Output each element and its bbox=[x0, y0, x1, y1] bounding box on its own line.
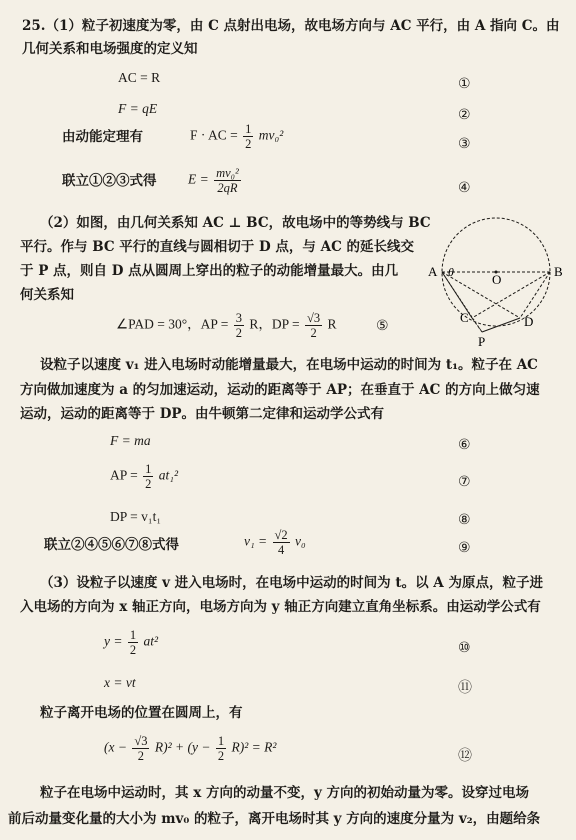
label-B: B bbox=[554, 264, 563, 279]
eq-number-5: ⑤ bbox=[376, 318, 389, 334]
eq9-fraction bbox=[273, 528, 290, 557]
eq-number-12: ⑫ bbox=[458, 748, 472, 764]
eq5-part-b: R，DP = bbox=[249, 316, 300, 332]
eq12-fraction-1 bbox=[132, 734, 149, 763]
p4-line3: 粒子离开电场的位置在圆周上，有 bbox=[40, 705, 243, 721]
eq-number-1: ① bbox=[458, 76, 471, 92]
eq4-fraction bbox=[214, 166, 241, 195]
eq7-lhs: AP = bbox=[110, 467, 138, 483]
eq4-num: mv₀² bbox=[216, 166, 239, 180]
eq9-den: 4 bbox=[277, 543, 285, 557]
eq-number-8: ⑧ bbox=[458, 512, 471, 528]
eq12-part-a: (x − bbox=[104, 739, 127, 755]
eq9 bbox=[244, 528, 306, 557]
eq4-lhs: E = bbox=[188, 171, 209, 187]
eq3-lhs: F · AC = bbox=[190, 127, 238, 143]
eq12-den1: 2 bbox=[137, 749, 145, 763]
eq-number-10: ⑩ bbox=[458, 640, 471, 656]
eq3-label: 由动能定理有 bbox=[62, 129, 143, 145]
eq10-den: 2 bbox=[129, 643, 137, 657]
eq7-den: 2 bbox=[145, 477, 152, 491]
eq5-num2: √3 bbox=[307, 311, 321, 325]
eq-number-11: ⑪ bbox=[458, 680, 472, 696]
eq5-den2: 2 bbox=[310, 326, 317, 340]
p4-line5: 前后动量变化量的大小为 mv₀ 的粒子，离开电场时其 y 方向的速度分量为 v₂，由题给条 bbox=[8, 811, 541, 827]
eq10 bbox=[104, 628, 158, 657]
eq7 bbox=[110, 462, 178, 491]
eq9-rhs: v₀ bbox=[295, 533, 306, 549]
label-O: O bbox=[492, 272, 502, 287]
eq4-label: 联立①②③式得 bbox=[62, 173, 157, 189]
eq5-part-a: ∠PAD = 30°，AP = bbox=[116, 316, 229, 332]
eq9-label: 联立②④⑤⑥⑦⑧式得 bbox=[44, 537, 179, 553]
eq5-part-c: R bbox=[327, 316, 337, 332]
eq8: DP = v₁t₁ bbox=[110, 509, 162, 524]
eq12-fraction-2 bbox=[216, 734, 226, 763]
eq3-den: 2 bbox=[245, 137, 252, 151]
eq3-fraction bbox=[243, 122, 253, 151]
eq12-num1: √3 bbox=[134, 734, 148, 748]
p2-line3: 于 P 点，则自 D 点从圆周上穿出的粒子的动能增量最大。由几 bbox=[20, 263, 399, 279]
p2-line1: （2）如图，由几何关系知 AC ⊥ BC，故电场中的等势线与 BC bbox=[40, 215, 431, 231]
eq9-lhs: v₁ = bbox=[244, 533, 268, 549]
geometry-figure bbox=[426, 214, 572, 350]
eq10-lhs: y = bbox=[104, 633, 123, 649]
eq9-num: √2 bbox=[274, 528, 288, 542]
eq4-den: 2qR bbox=[217, 181, 238, 195]
eq-number-6: ⑥ bbox=[458, 437, 471, 453]
eq6: F = ma bbox=[110, 433, 151, 448]
eq7-num: 1 bbox=[145, 462, 152, 476]
p3-line1: 设粒子以速度 v₁ 进入电场时动能增量最大，在电场中运动的时间为 t₁。粒子在 AC bbox=[40, 357, 538, 373]
p4-line1: （3）设粒子以速度 v 进入电场时，在电场中运动的时间为 t。以 A 为原点，粒子进 bbox=[40, 575, 543, 591]
eq3 bbox=[190, 122, 283, 151]
eq5-num1: 3 bbox=[235, 311, 243, 325]
p1-line2: 几何关系和电场强度的定义知 bbox=[22, 41, 198, 57]
eq11: x = vt bbox=[104, 675, 136, 690]
eq12-part-b: R)² + (y − bbox=[154, 739, 211, 755]
eq10-rhs: at² bbox=[143, 633, 159, 649]
p2-line4: 何关系知 bbox=[20, 287, 74, 303]
line-BD bbox=[520, 272, 550, 318]
eq-number-2: ② bbox=[458, 107, 471, 123]
eq12-part-c: R)² = R² bbox=[231, 739, 277, 755]
p2-line2: 平行。作与 BC 平行的直线与圆相切于 D 点，与 AC 的延长线交 bbox=[20, 239, 415, 255]
eq10-num: 1 bbox=[129, 628, 137, 642]
p1-line1: 25.（1）粒子初速度为零，由 C 点射出电场，故电场方向与 AC 平行，由 A 指向 C。由 bbox=[22, 18, 560, 34]
eq7-rhs: at₁² bbox=[158, 467, 178, 483]
eq12 bbox=[104, 734, 276, 763]
label-A: A bbox=[428, 264, 438, 279]
eq2: F = qE bbox=[118, 101, 158, 116]
p4-line4: 粒子在电场中运动时，其 x 方向的动量不变，y 方向的初始动量为零。设穿过电场 bbox=[40, 785, 529, 801]
eq-number-3: ③ bbox=[458, 136, 471, 152]
eq3-num: 1 bbox=[245, 122, 252, 136]
eq4 bbox=[188, 166, 243, 195]
eq3-rhs: mv₀² bbox=[258, 127, 284, 143]
p4-line2: 入电场的方向为 x 轴正方向，电场方向为 y 轴正方向建立直角坐标系。由运动学公式有 bbox=[20, 599, 541, 615]
label-D: D bbox=[524, 314, 534, 329]
eq1: AC = R bbox=[118, 70, 161, 85]
eq7-fraction bbox=[143, 462, 153, 491]
label-P: P bbox=[478, 334, 486, 349]
label-C: C bbox=[460, 310, 469, 325]
eq12-den2: 2 bbox=[217, 749, 225, 763]
eq-number-9: ⑨ bbox=[458, 540, 471, 556]
eq5-fraction-2 bbox=[305, 311, 322, 340]
eq-number-7: ⑦ bbox=[458, 474, 471, 490]
eq5-fraction-1 bbox=[234, 311, 244, 340]
eq5 bbox=[116, 311, 337, 340]
label-theta: θ bbox=[448, 265, 454, 279]
eq12-num2: 1 bbox=[217, 734, 225, 748]
line-PD bbox=[482, 318, 520, 332]
line-BC bbox=[472, 272, 550, 318]
p3-line2: 方向做加速度为 a 的匀加速运动，运动的距离等于 AP；在垂直于 AC 的方向上做匀速 bbox=[20, 382, 540, 398]
eq10-fraction bbox=[128, 628, 138, 657]
eq5-den1: 2 bbox=[235, 326, 243, 340]
eq-number-4: ④ bbox=[458, 180, 471, 196]
p3-line3: 运动，运动的距离等于 DP。由牛顿第二定律和运动学公式有 bbox=[20, 406, 385, 422]
